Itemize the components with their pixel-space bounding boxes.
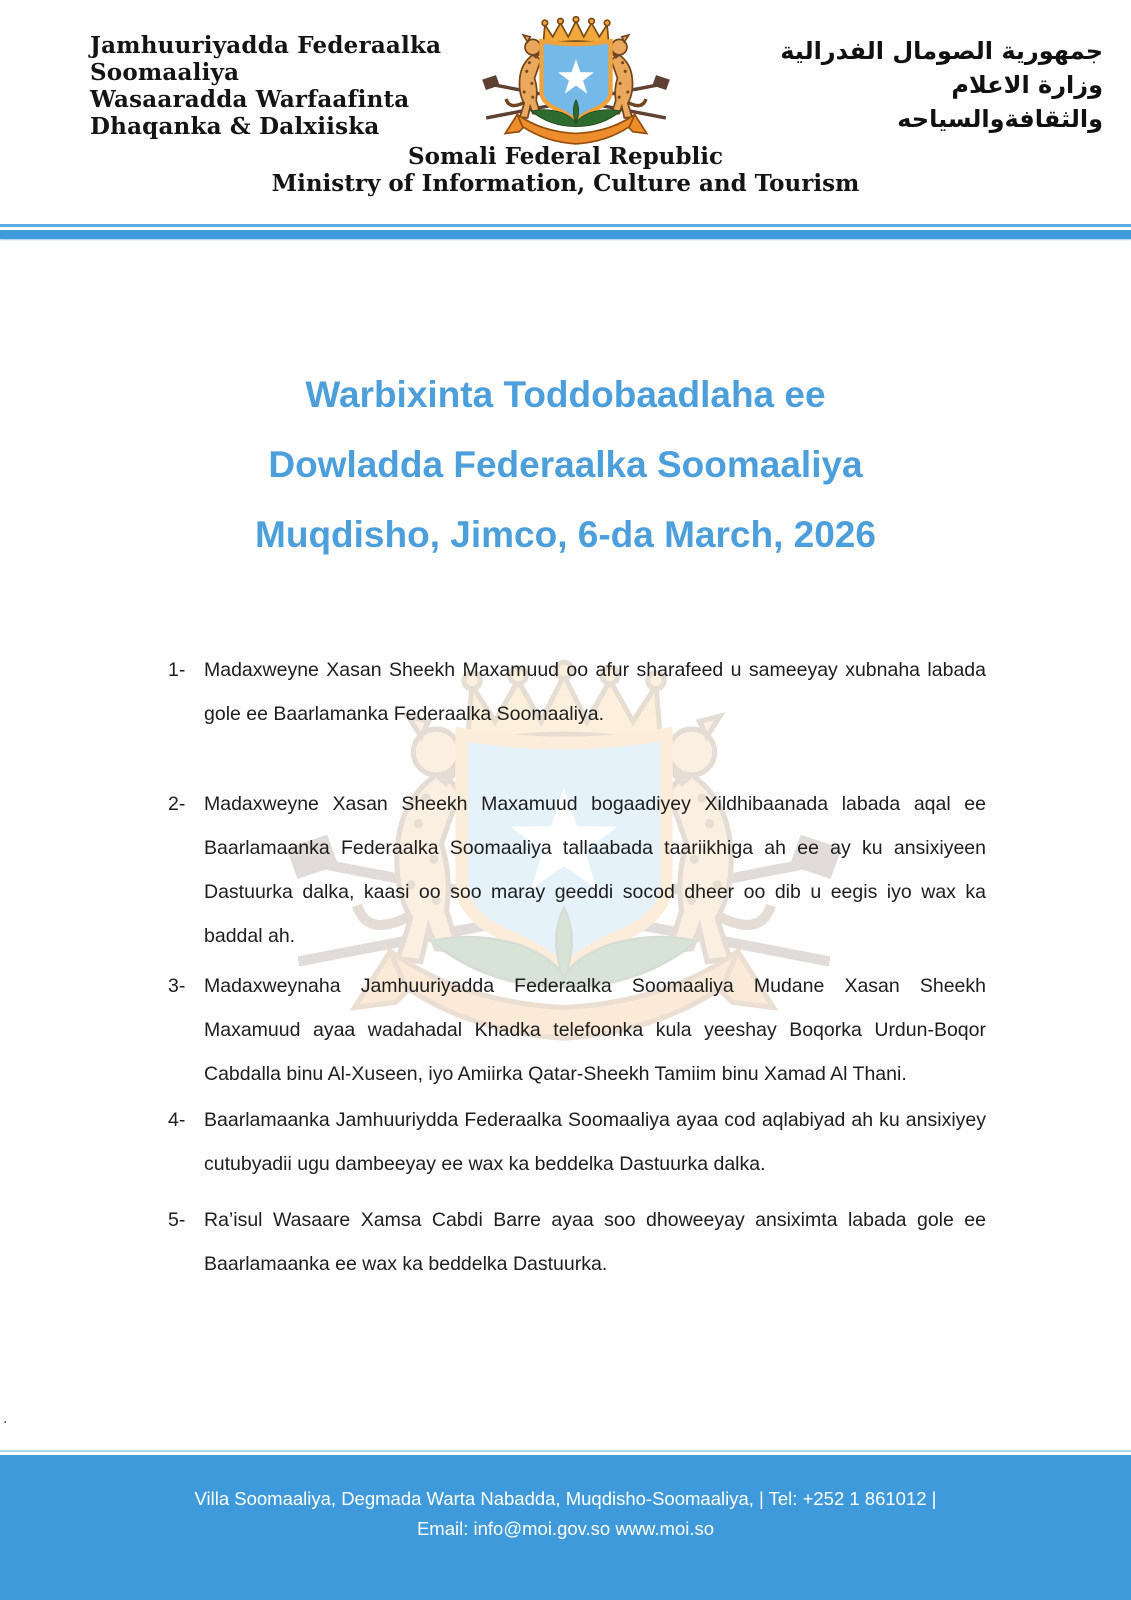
footer-band (0, 1455, 1131, 1600)
item-text: Madaxweyne Xasan Sheekh Maxamuud oo afur sharafeed u sameeyay xubnaha labada gole ee Baarlamanka Federaalka Soomaaliya. (204, 659, 986, 725)
item-number: 2- (168, 793, 186, 815)
item-number: 4- (168, 1109, 186, 1131)
weekly-report-list (168, 648, 986, 1286)
item-text: Madaxweyne Xasan Sheekh Maxamuud bogaadiyey Xildhibaanada labada aqal ee Baarlamaanka Federaalka Soomaaliya tallaabada taariikhiga ah ee ay ku ansixiyeen Dastuurka dalka, kaasi oo soo maray geeddi socod dheer oo dib u eegis iyo wax ka baddal ah. (204, 793, 986, 947)
ministry-name-somali (90, 32, 460, 140)
ministry-name-somali-line: Dhaqanka & Dalxiiska (90, 113, 380, 140)
somali-coat-of-arms-icon (481, 12, 671, 160)
document-title-line3: Muqdisho, Jimco, 6-da March, 2026 (255, 514, 876, 555)
footer-contact-line: Email: info@moi.gov.so www.moi.so (416, 1518, 715, 1539)
list-item (168, 1198, 986, 1286)
footer-address-line: Villa Soomaaliya, Degmada Warta Nabadda, Muqdisho-Soomaaliya, | Tel: +252 1 861012 | (194, 1488, 937, 1509)
footer (0, 1450, 1131, 1600)
ministry-name-arabic-line: جمهورية الصومال الفدرالية (780, 37, 1103, 65)
ministry-name-somali-line: Soomaaliya (90, 59, 240, 86)
ministry-name-somali-line: Wasaaradda Warfaafinta (90, 86, 410, 113)
item-text: Madaxweynaha Jamhuuriyadda Federaalka Soomaaliya Mudane Xasan Sheekh Maxamuud ayaa wadahadal Khadka telefoonka kula yeeshay Boqorka Urdun-Boqor Cabdalla binu Al-Xuseen, iyo Amiirka Qatar-Sheekh Tamiim binu Xamad Al Thani. (204, 975, 986, 1085)
ministry-title-english: Ministry of Information, Culture and Tourism (271, 170, 860, 197)
list-item (168, 964, 986, 1096)
document-title-line2: Dowladda Federaalka Soomaaliya (268, 444, 863, 485)
item-number: 5- (168, 1209, 186, 1231)
item-number: 3- (168, 975, 186, 997)
ministry-name-arabic (683, 34, 1103, 136)
ministry-name-somali-line: Jamhuuriyadda Federaalka (90, 32, 442, 59)
document-title (0, 360, 1131, 570)
list-item (168, 782, 986, 958)
header-separator-rule (0, 224, 1131, 239)
list-item (168, 1098, 986, 1186)
ministry-name-english (0, 143, 1131, 197)
ministry-name-arabic-line: والثقافةوالسياحه (897, 105, 1103, 133)
republic-name-english: Somali Federal Republic (408, 143, 723, 170)
stray-period-mark: . (3, 1410, 8, 1427)
document-title-line1: Warbixinta Toddobaadlaha ee (305, 374, 826, 415)
item-number: 1- (168, 659, 186, 681)
ministry-name-arabic-line: وزارة الاعلام (951, 71, 1103, 99)
item-text: Ra’isul Wasaare Xamsa Cabdi Barre ayaa soo dhoweeyay ansiximta labada gole ee Baarlamaanka ee wax ka beddelka Dastuurka. (204, 1209, 986, 1275)
list-item (168, 648, 986, 736)
separator-thick-line (0, 230, 1131, 239)
item-text: Baarlamaanka Jamhuuriydda Federaalka Soomaaliya ayaa cod aqlabiyad ah ku ansixiyey cutubyadii ugu dambeeyay ee wax ka beddelka Dastuurka dalka. (204, 1109, 986, 1175)
